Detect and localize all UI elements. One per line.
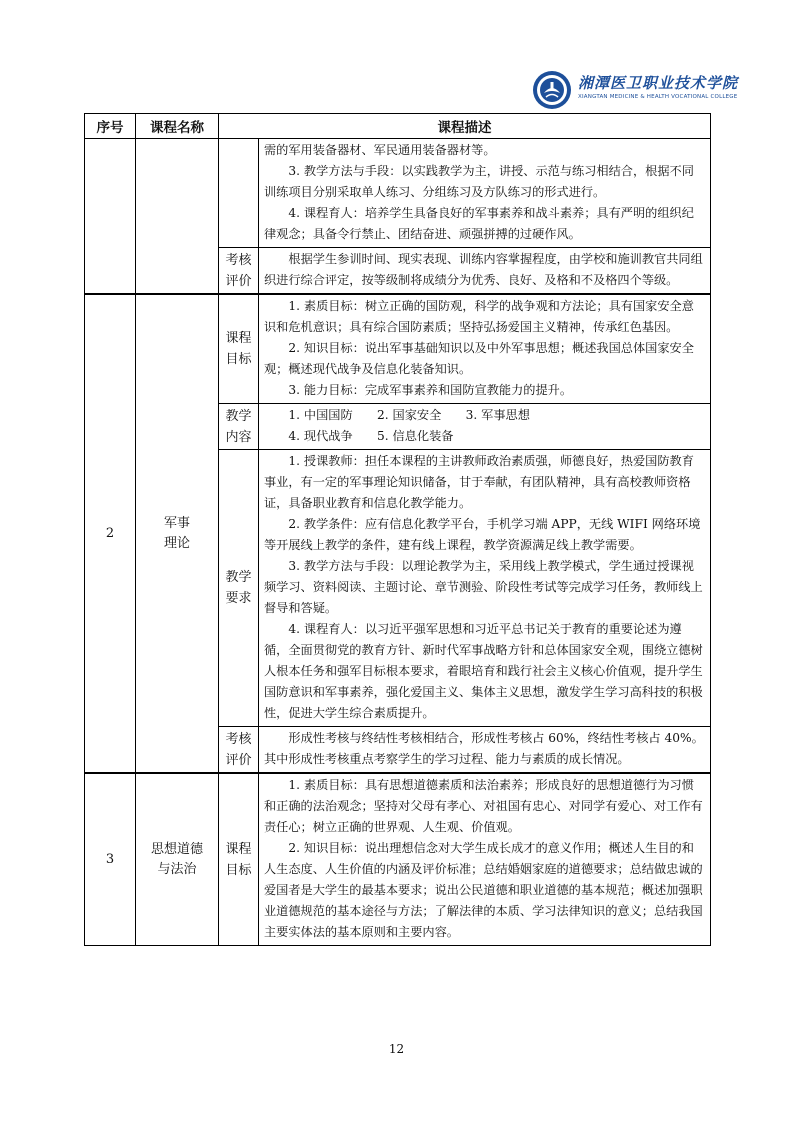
description-paragraph: 1. 素质目标：具有思想道德素质和法治素养；形成良好的思想道德行为习惯和正确的法治观念；坚持对父母有孝心、对祖国有忠心、对同学有爱心、对工作有责任心；树立正确的世界观、人生观、价值观。 <box>264 778 703 834</box>
college-logo <box>532 66 739 112</box>
header-number: 序号 <box>85 114 136 139</box>
description-paragraph: 2. 知识目标：说出理想信念对大学生成长成才的意义作用；概述人生目的和人生态度、人生价值的内涵及评价标准；总结婚姻家庭的道德要求；总结做忠诚的爱国者是大学生的最基本要求；说出公民道德和职业道德的基本规范；概述加强职业道德规范的基本途径与方法；了解法律的本质、学习法律知识的意义；总结我国主要实体法的基本原则和主要内容。 <box>264 841 703 939</box>
section-label: 教学 内容 <box>219 404 259 450</box>
section-label: 课程 目标 <box>219 773 259 946</box>
course-name: 军事 理论 <box>136 294 219 773</box>
course-name: 思想道德 与法治 <box>136 773 219 946</box>
page-number: 12 <box>388 1042 405 1056</box>
section-description <box>259 450 711 727</box>
section-description <box>259 139 711 248</box>
curriculum-table <box>84 113 711 946</box>
description-paragraph: 4. 课程育人：以习近平强军思想和习近平总书记关于教育的重要论述为遵循，全面贯彻党的教育方针、新时代军事战略方针和总体国家安全观，围绕立德树人根本任务和强军目标根本要求，着眼培育和践行社会主义核心价值观，提升学生国防意识和军事素养，强化爱国主义、集体主义思想，激发学生学习高科技的积极性，促进大学生综合素质提升。 <box>264 622 703 720</box>
description-paragraph: 根据学生参训时间、现实表现、训练内容掌握程度，由学校和施训教官共同组织进行综合评定，按等级制将成绩分为优秀、良好、及格和不及格四个等级。 <box>264 252 703 287</box>
description-paragraph: 4. 现代战争 5. 信息化装备 <box>288 429 454 443</box>
description-paragraph: 3. 教学方法与手段：以理论教学为主，采用线上教学模式，学生通过授课视频学习、资料阅读、主题讨论、章节测验、阶段性考试等完成学习任务，教师线上督导和答疑。 <box>264 559 703 615</box>
description-paragraph: 3. 教学方法与手段：以实践教学为主，讲授、示范与练习相结合，根据不同训练项目分别采取单人练习、分组练习及方队练习的形式进行。 <box>264 164 694 199</box>
description-paragraph: 1. 授课教师：担任本课程的主讲教师政治素质强，师德良好，热爱国防教育事业，有一定的军事理论知识储备，甘于奉献，有团队精神，具有高校教师资格证，具备职业教育和信息化教学能力。 <box>264 454 694 510</box>
header-course-description: 课程描述 <box>219 114 711 139</box>
description-paragraph: 1. 中国国防 2. 国家安全 3. 军事思想 <box>288 408 530 422</box>
course-name <box>136 139 219 295</box>
table-header-row <box>85 114 711 139</box>
section-label: 考核 评价 <box>219 248 259 295</box>
table-row <box>85 139 711 248</box>
section-description <box>259 773 711 946</box>
section-description <box>259 727 711 774</box>
section-description <box>259 404 711 450</box>
logo-english-name: XIANGTAN MEDICINE & HEALTH VOCATIONAL COLLEGE <box>578 94 738 100</box>
logo-chinese-name: 湘潭医卫职业技术学院 <box>578 74 739 92</box>
table-row <box>85 294 711 404</box>
description-paragraph: 3. 能力目标：完成军事素养和国防宣教能力的提升。 <box>288 383 573 397</box>
college-seal-icon <box>532 70 572 110</box>
description-paragraph: 形成性考核与终结性考核相结合，形成性考核占 60%，终结性考核占 40%。其中形成性考核重点考察学生的学习过程、能力与素质的成长情况。 <box>264 731 704 766</box>
section-description <box>259 294 711 404</box>
section-label <box>219 139 259 248</box>
row-number: 3 <box>85 773 136 946</box>
description-paragraph: 4. 课程育人：培养学生具备良好的军事素养和战斗素养；具有严明的组织纪律观念；具备令行禁止、团结奋进、顽强拼搏的过硬作风。 <box>264 206 694 241</box>
description-paragraph: 1. 素质目标：树立正确的国防观，科学的战争观和方法论；具有国家安全意识和危机意识；具有综合国防素质；坚持弘扬爱国主义精神，传承红色基因。 <box>264 299 694 334</box>
row-number <box>85 139 136 295</box>
description-paragraph: 2. 教学条件：应有信息化教学平台，手机学习端 APP，无线 WIFI 网络环境等开展线上教学的条件，建有线上课程，教学资源满足线上教学需要。 <box>264 517 701 552</box>
section-description <box>259 248 711 295</box>
header-course-name: 课程名称 <box>136 114 219 139</box>
section-label: 课程 目标 <box>219 294 259 404</box>
description-paragraph: 需的军用装备器材、军民通用装备器材等。 <box>264 143 496 157</box>
table-row <box>85 773 711 946</box>
row-number: 2 <box>85 294 136 773</box>
table-body <box>85 139 711 946</box>
description-paragraph: 2. 知识目标：说出军事基础知识以及中外军事思想；概述我国总体国家安全观；概述现代战争及信息化装备知识。 <box>264 341 694 376</box>
section-label: 教学 要求 <box>219 450 259 727</box>
section-label: 考核 评价 <box>219 727 259 774</box>
